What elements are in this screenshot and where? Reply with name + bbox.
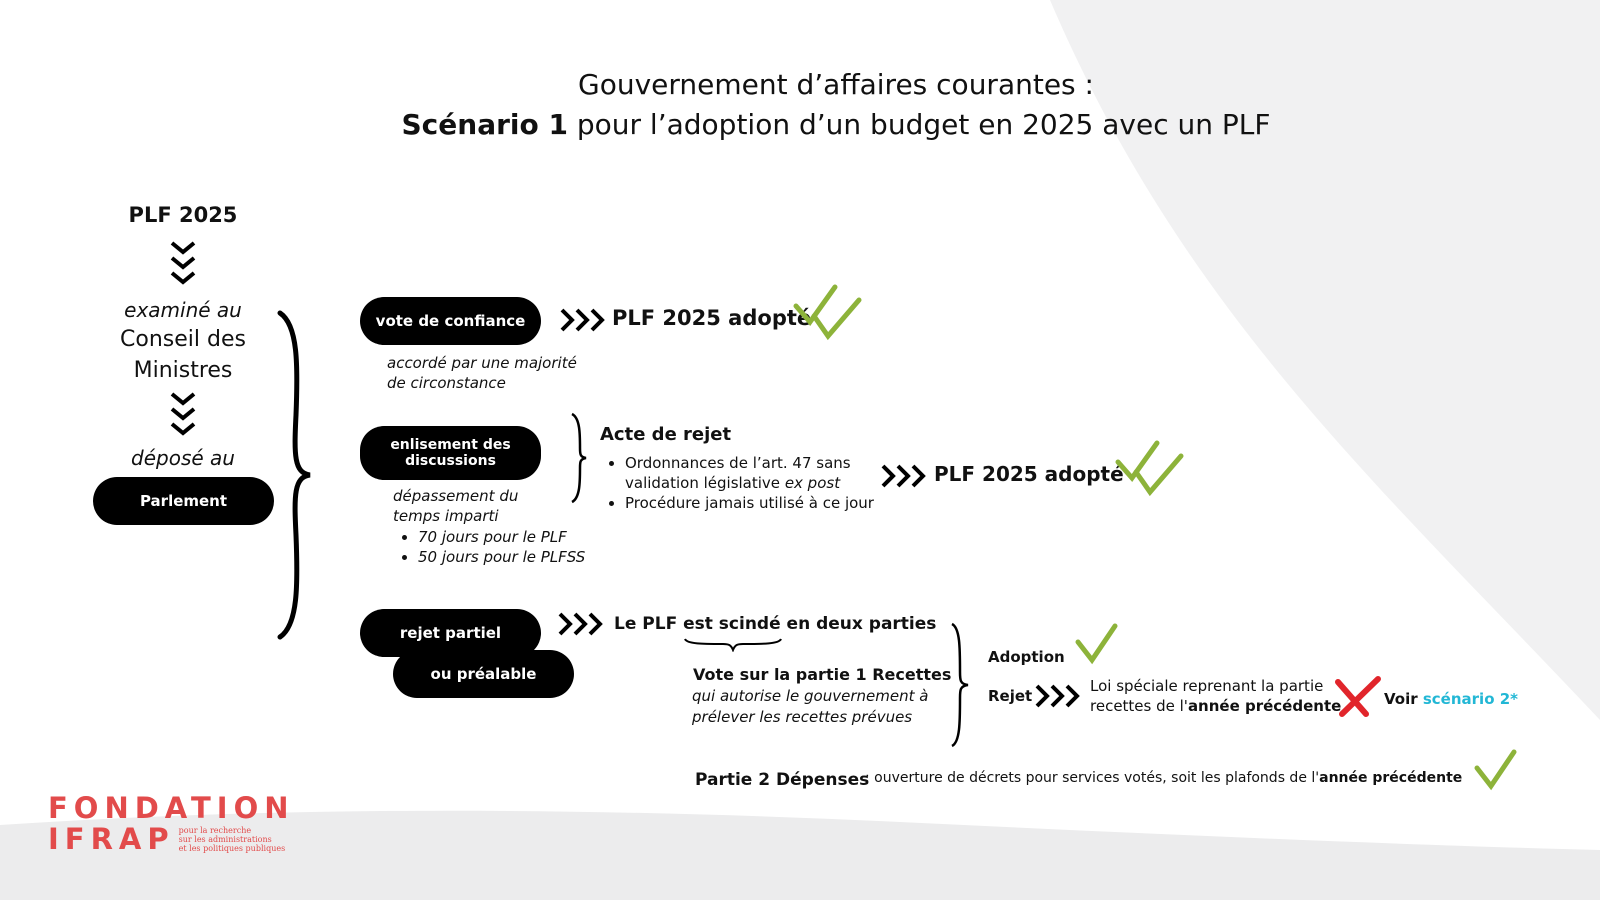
curly-brace bbox=[270, 305, 320, 645]
logo-fondation-ifrap bbox=[48, 793, 295, 855]
ministres-label: Ministres bbox=[133, 358, 233, 383]
logo-tag3: et les politiques publiques bbox=[178, 843, 286, 853]
conseil-label: Conseil des bbox=[120, 327, 246, 352]
depose-au-label: déposé au bbox=[131, 446, 235, 470]
enlisement-pill[interactable] bbox=[360, 426, 541, 480]
title-rest: pour l’adoption d’un budget en 2025 avec un PLF bbox=[567, 108, 1271, 141]
vote-partie1-line2: prélever les recettes prévues bbox=[692, 708, 913, 726]
parlement-button[interactable]: Parlement bbox=[93, 477, 274, 525]
enlisement-line1: enlisement des bbox=[390, 437, 511, 453]
branch2-note-line2: temps imparti bbox=[393, 507, 499, 525]
logo-line2: IFRAP bbox=[48, 822, 175, 856]
list-item: • 70 jours pour le PLF bbox=[418, 527, 585, 547]
chevron-down-icon bbox=[170, 391, 196, 439]
ou-prealable-pill[interactable]: ou préalable bbox=[393, 650, 574, 698]
branch1-result: PLF 2025 adopté bbox=[612, 306, 812, 330]
loi-line2-a: recettes de l' bbox=[1090, 697, 1188, 715]
triple-chevron-right-icon bbox=[1035, 684, 1081, 708]
logo-tag1: pour la recherche bbox=[178, 825, 252, 835]
chevron-down-icon bbox=[170, 240, 196, 288]
under-brace bbox=[683, 636, 783, 652]
adoption-label: Adoption bbox=[988, 648, 1065, 666]
branch1-note-line2: de circonstance bbox=[387, 374, 506, 392]
voir-scenario-2 bbox=[1384, 690, 1518, 708]
small-brace bbox=[568, 410, 590, 506]
vote-partie1-title: Vote sur la partie 1 Recettes bbox=[693, 665, 952, 684]
list-item: • Procédure jamais utilisé à ce jour bbox=[625, 493, 874, 513]
check-icon bbox=[1474, 748, 1518, 792]
acte-bullet1-line2b: ex post bbox=[784, 474, 841, 492]
double-check-icon bbox=[1115, 440, 1185, 500]
triple-chevron-right-icon bbox=[560, 308, 606, 332]
cross-icon bbox=[1334, 676, 1382, 718]
loi-speciale-line1: Loi spéciale reprenant la partie bbox=[1090, 677, 1324, 695]
branch1-note-line1: accordé par une majorité bbox=[387, 354, 577, 372]
partie2-text bbox=[865, 770, 1462, 786]
logo-tag2: sur les administrations bbox=[178, 834, 272, 844]
partie2-text-a: : ouverture de décrets pour services votés, soit les plafonds de l' bbox=[865, 770, 1320, 786]
branch2-result: PLF 2025 adopté bbox=[934, 462, 1124, 486]
plf-2025-label: PLF 2025 bbox=[128, 203, 238, 227]
rejet-label: Rejet bbox=[988, 687, 1033, 705]
check-icon bbox=[1075, 622, 1119, 666]
scenario-2-link[interactable]: scénario 2* bbox=[1422, 690, 1519, 708]
acte-bullet1-line1: Ordonnances de l’art. 47 sans bbox=[625, 454, 851, 472]
voir-label: Voir bbox=[1384, 690, 1423, 708]
triple-chevron-right-icon bbox=[558, 612, 604, 636]
loi-speciale-line2 bbox=[1090, 697, 1341, 715]
acte-de-rejet-title: Acte de rejet bbox=[600, 424, 732, 445]
page-title-line1: Gouvernement d’affaires courantes : bbox=[578, 68, 1094, 101]
partie2-title: Partie 2 Dépenses bbox=[695, 770, 870, 790]
vote-de-confiance-pill[interactable]: vote de confiance bbox=[360, 297, 541, 345]
loi-line2-b: année précédente bbox=[1187, 697, 1342, 715]
branch2-bullets bbox=[398, 527, 585, 567]
scinde-text: Le PLF est scindé en deux parties bbox=[614, 614, 937, 634]
page-title-line2 bbox=[0, 108, 1600, 141]
logo-line1: FONDATION bbox=[48, 791, 295, 825]
partie2-text-b: année précédente bbox=[1319, 770, 1463, 786]
small-brace bbox=[948, 620, 972, 750]
vote-partie1-line1: qui autorise le gouvernement à bbox=[692, 687, 929, 705]
acte-bullet1-line2a: validation législative bbox=[625, 474, 785, 492]
triple-chevron-right-icon bbox=[881, 464, 927, 488]
rejet-partiel-pill[interactable]: rejet partiel bbox=[360, 609, 541, 657]
scenario-label: Scénario 1 bbox=[401, 108, 568, 141]
list-item bbox=[625, 453, 874, 493]
acte-de-rejet-bullets bbox=[605, 453, 874, 513]
enlisement-line2: discussions bbox=[405, 453, 496, 469]
examine-au-label: examiné au bbox=[124, 298, 242, 322]
list-item: • 50 jours pour le PLFSS bbox=[418, 547, 585, 567]
double-check-icon bbox=[793, 284, 863, 344]
branch2-note-line1: dépassement du bbox=[393, 487, 519, 505]
